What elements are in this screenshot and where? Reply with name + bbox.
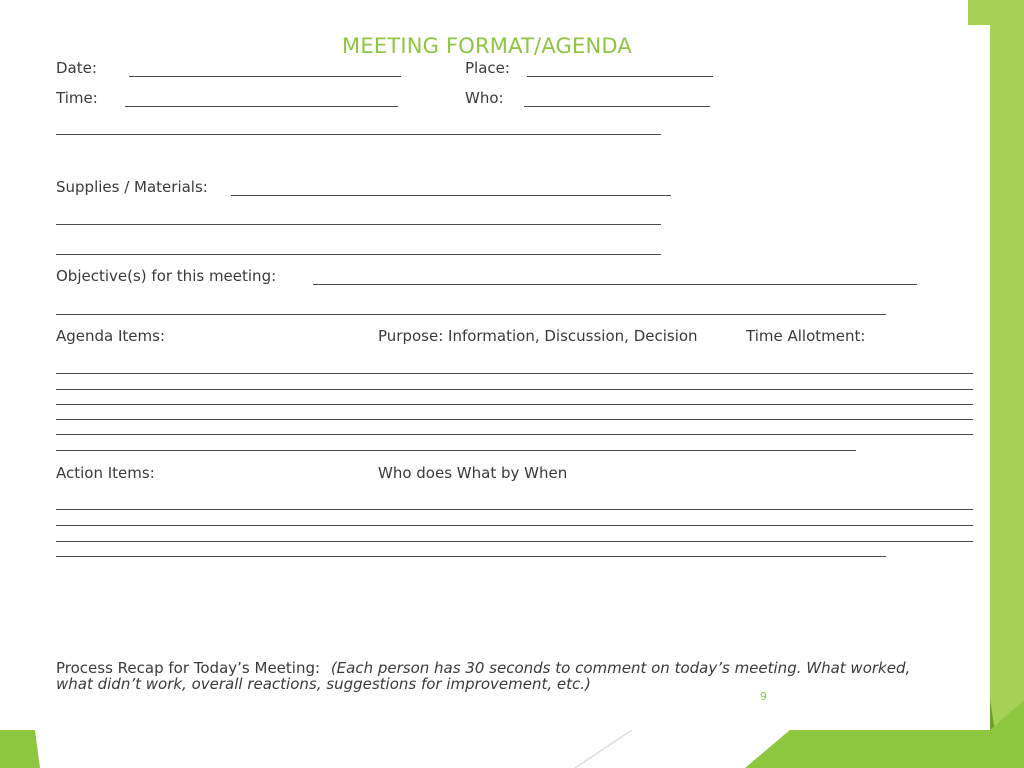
decorative-thin-line: [575, 730, 632, 768]
agenda-line[interactable]: [56, 389, 973, 390]
agenda-purpose-label: Purpose: Information, Discussion, Decision: [378, 327, 698, 345]
recap-label: Process Recap for Today’s Meeting:: [56, 659, 321, 677]
objectives-line-2[interactable]: [56, 314, 886, 315]
action-line[interactable]: [56, 556, 886, 557]
agenda-line[interactable]: [56, 404, 973, 405]
agenda-items-label: Agenda Items:: [56, 327, 166, 345]
blank-line[interactable]: [56, 134, 661, 135]
action-who-label: Who does What by When: [378, 464, 568, 482]
supplies-field-line[interactable]: [231, 195, 671, 196]
supplies-label: Supplies / Materials:: [56, 178, 208, 196]
who-field-line[interactable]: [524, 106, 710, 107]
recap-note: (Each person has 30 seconds to comment on today’s meeting. What worked, what didn’t work, overall reactions, suggestions for improvement, etc.): [56, 659, 911, 693]
place-label: Place:: [465, 59, 510, 77]
agenda-line[interactable]: [56, 450, 856, 451]
agenda-line[interactable]: [56, 373, 973, 374]
action-line[interactable]: [56, 525, 973, 526]
objectives-label: Objective(s) for this meeting:: [56, 267, 277, 285]
process-recap: [56, 660, 936, 692]
objectives-field-line[interactable]: [313, 284, 917, 285]
date-field-line[interactable]: [129, 76, 401, 77]
action-line[interactable]: [56, 509, 973, 510]
time-label: Time:: [56, 89, 98, 107]
action-line[interactable]: [56, 541, 973, 542]
date-label: Date:: [56, 59, 97, 77]
place-field-line[interactable]: [527, 76, 713, 77]
time-field-line[interactable]: [125, 106, 398, 107]
supplies-line-2[interactable]: [56, 224, 661, 225]
agenda-line[interactable]: [56, 434, 973, 435]
page-number: 9: [760, 690, 767, 703]
who-label: Who:: [465, 89, 504, 107]
supplies-line-3[interactable]: [56, 254, 661, 255]
action-items-label: Action Items:: [56, 464, 155, 482]
agenda-time-label: Time Allotment:: [746, 327, 866, 345]
page-title: MEETING FORMAT/AGENDA: [342, 34, 632, 58]
content-panel: [0, 25, 990, 730]
agenda-line[interactable]: [56, 419, 973, 420]
